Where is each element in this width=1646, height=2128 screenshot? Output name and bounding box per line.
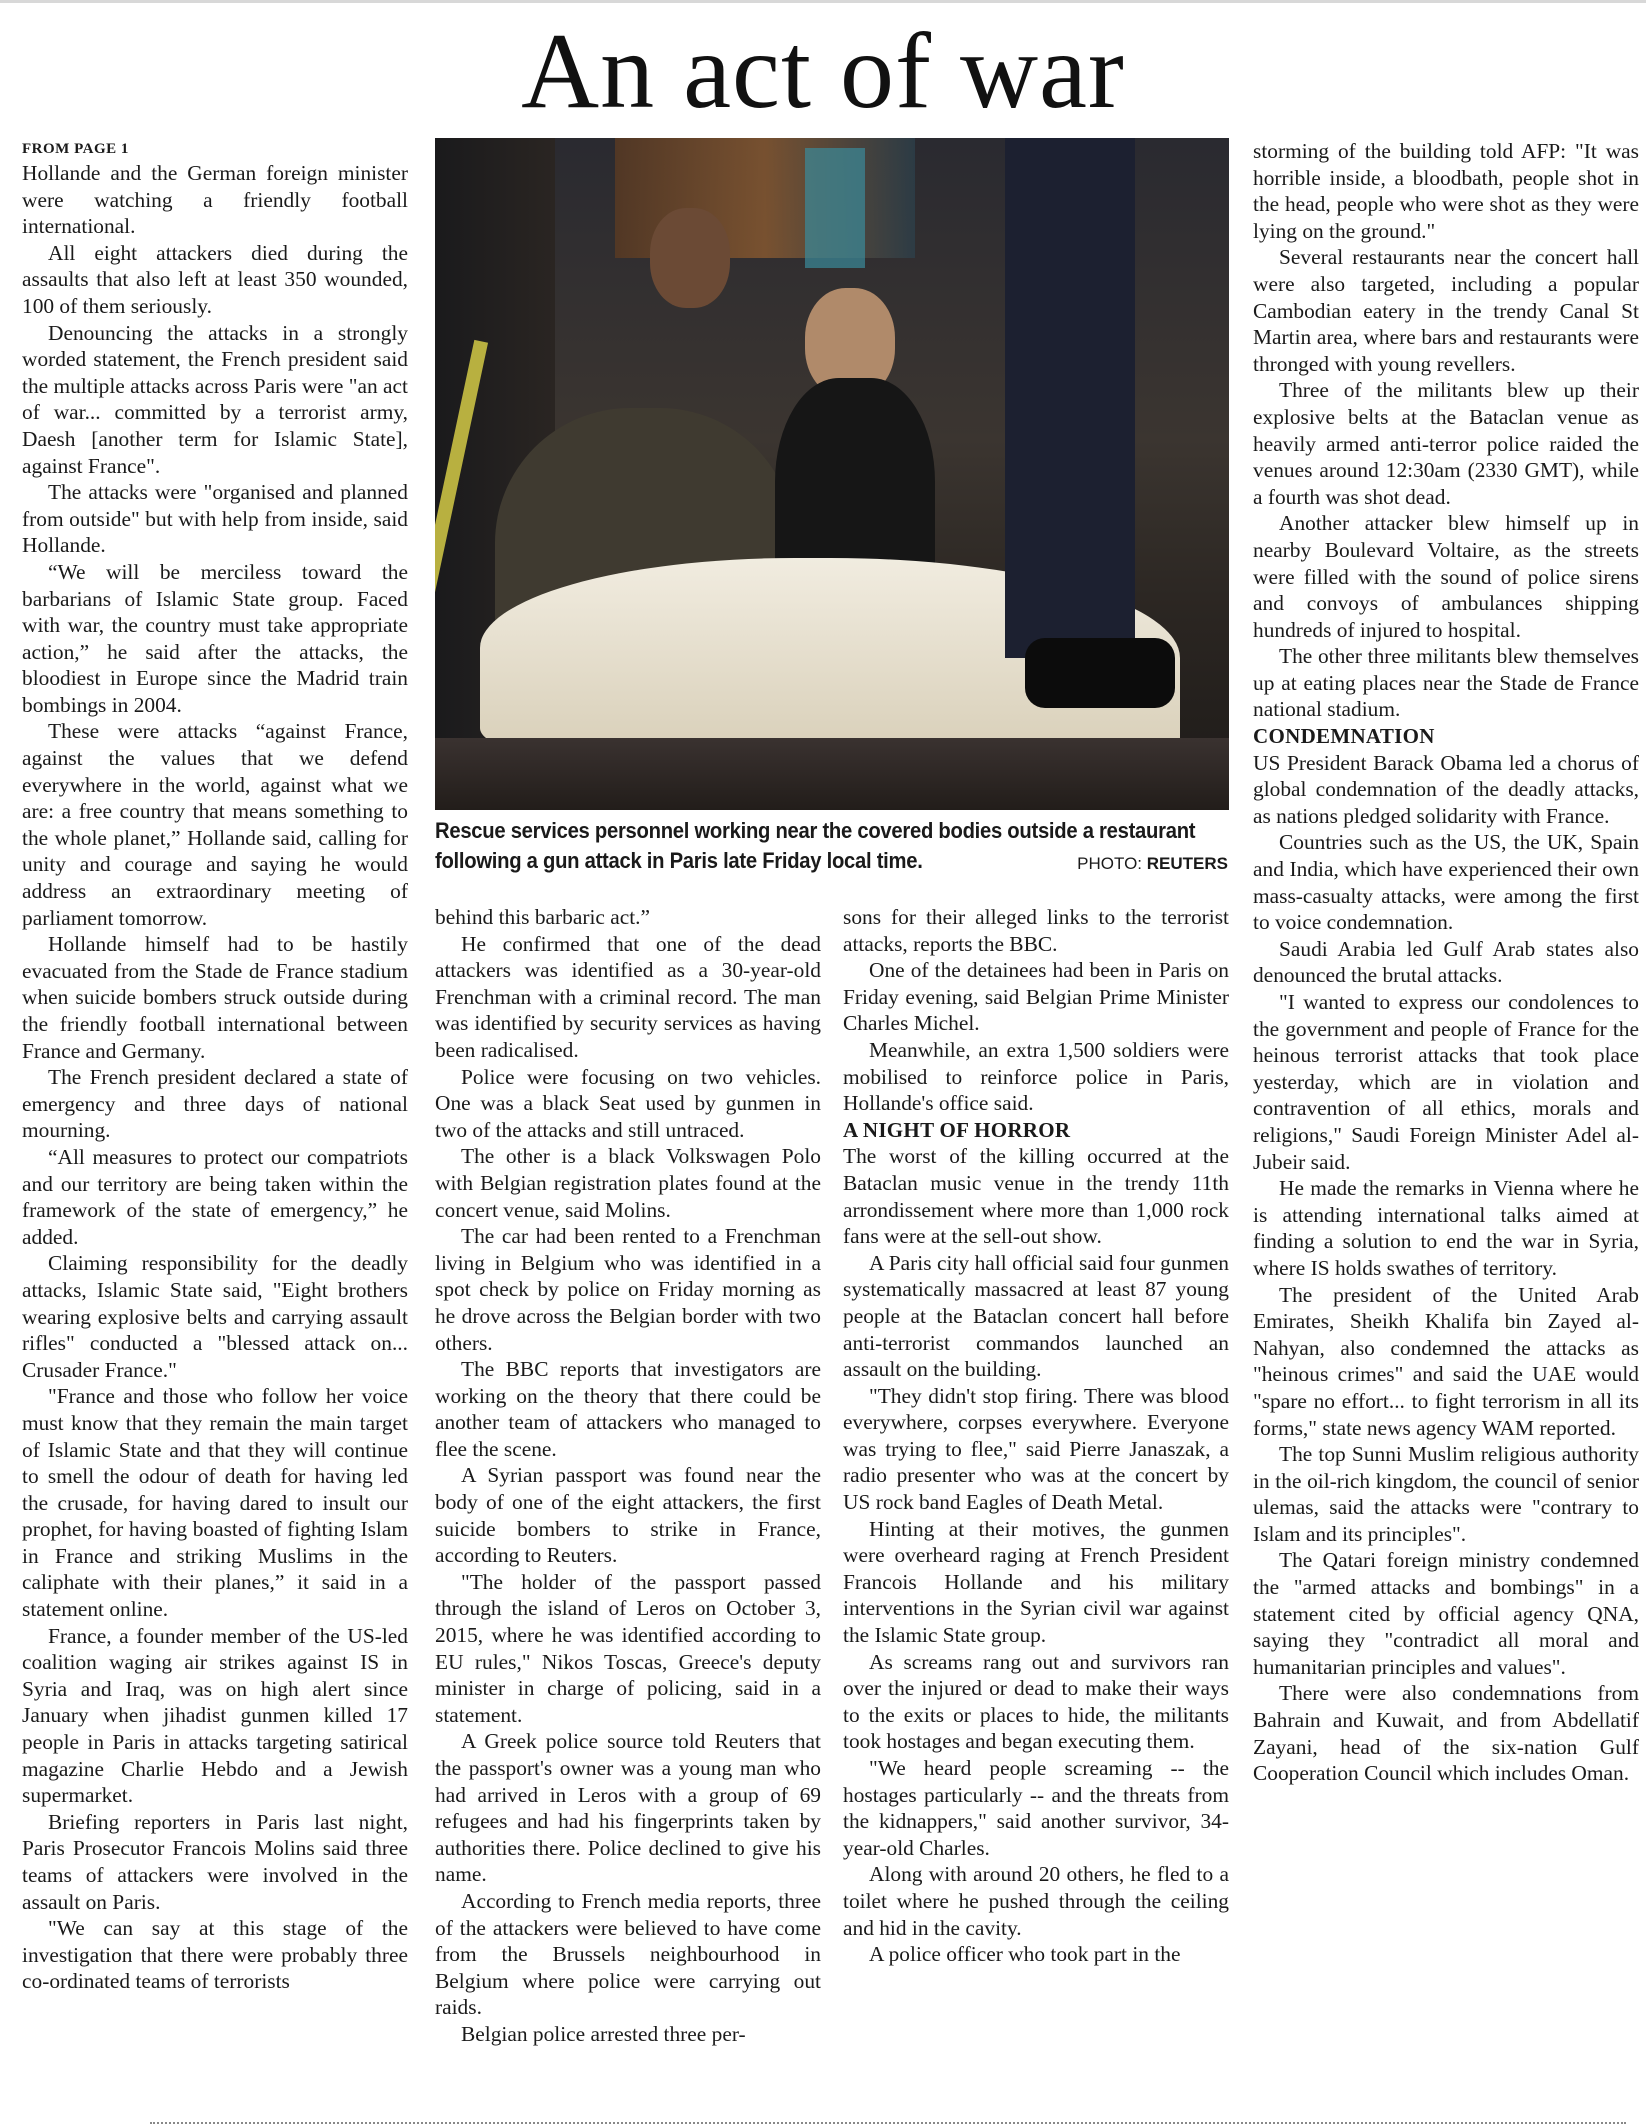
article-paragraph: Saudi Arabia led Gulf Arab states also denounced the brutal attacks. — [1253, 936, 1639, 988]
article-paragraph: One of the detainees had been in Paris on Friday evening, said Belgian Prime Minister Charles Michel. — [843, 958, 1229, 1036]
article-paragraph: The president of the United Arab Emirates, Sheikh Khalifa bin Zayed al-Nahyan, also condemned the attacks as "heinous crimes" and said the UAE would "spare no effort... to fight terrorism in all its forms," state news agency WAM reported. — [1253, 1282, 1639, 1440]
article-paragraph: Claiming responsibility for the deadly attacks, Islamic State said, "Eight brothers wearing explosive belts and carrying assault rifles" conducted a "blessed attack on... Crusader France." — [22, 1251, 408, 1382]
article-paragraph: There were also condemnations from Bahrain and Kuwait, and from Abdellatif Zayani, head of the six-nation Gulf Cooperation Council which includes Oman. — [1253, 1681, 1639, 1786]
article-paragraph: "We can say at this stage of the investigation that there were probably three co-ordinated teams of terrorists — [22, 1916, 408, 1994]
article-column-4 — [1253, 138, 1639, 1787]
article-paragraph: Hinting at their motives, the gunmen were overheard raging at French President Francois Hollande and his military interventions in the Syrian civil war against the Islamic State group. — [843, 1516, 1229, 1648]
article-paragraph: A Syrian passport was found near the body of one of the eight attackers, the first suicide bombers to strike in France, according to Reuters. — [435, 1463, 821, 1568]
bottom-rule — [150, 2122, 1626, 2124]
article-paragraph: The other three militants blew themselves up at eating places near the Stade de France national stadium. — [1253, 644, 1639, 722]
article-paragraph: Three of the militants blew up their explosive belts at the Bataclan venue as heavily armed anti-terror police raided the venues around 12:30am (2330 GMT), while a fourth was shot dead. — [1253, 378, 1639, 509]
article-paragraph: "We heard people screaming -- the hostages particularly -- and the threats from the kidnappers," said another survivor, 34-year-old Charles. — [843, 1756, 1229, 1860]
article-paragraph: Hollande himself had to be hastily evacuated from the Stade de France stadium when suicide bombers struck outside during the friendly football international between France and Germany. — [22, 932, 408, 1063]
article-paragraph: A Paris city hall official said four gunmen systematically massacred at least 87 young people at the Bataclan concert hall before anti-terrorist commandos launched an assault on the building. — [843, 1250, 1229, 1382]
article-paragraph: The other is a black Volkswagen Polo with Belgian registration plates found at the concert venue, said Molins. — [435, 1144, 821, 1222]
article-paragraph: According to French media reports, three of the attackers were believed to have come from the Brussels neighbourhood in Belgium where police were carrying out raids. — [435, 1888, 821, 2020]
article-paragraph: As screams rang out and survivors ran over the injured or dead to make their ways to the exits or places to hide, the militants took hostages and began executing them. — [843, 1649, 1229, 1754]
article-column-2 — [435, 904, 821, 2048]
credit-source: REUTERS — [1146, 854, 1228, 873]
article-paragraph: All eight attackers died during the assaults that also left at least 350 wounded, 100 of them seriously. — [22, 240, 408, 318]
article-paragraph: A police officer who took part in the — [869, 1942, 1181, 1967]
article-paragraph: The BBC reports that investigators are working on the theory that there could be another team of attackers who managed to flee the scene. — [435, 1357, 821, 1461]
article-paragraph: "They didn't stop firing. There was blood everywhere, corpses everywhere. Everyone was trying to flee," said Pierre Janaszak, a radio presenter who was at the concert by US rock band Eagles of Death Metal. — [843, 1383, 1229, 1515]
article-paragraph: "France and those who follow her voice must know that they remain the main target of Islamic State and that they will continue to smell the odour of death for having led the crusade, for having dared to insult our prophet, for having boasted of fighting Islam in France and striking Muslims in the caliphate with their planes,” it said in a statement online. — [22, 1384, 408, 1622]
article-paragraph: The car had been rented to a Frenchman living in Belgium who was identified in a spot check by police on Friday morning as he drove across the Belgian border with two others. — [435, 1224, 821, 1355]
article-paragraph: He confirmed that one of the dead attackers was identified as a 30-year-old Frenchman with a criminal record. The man was identified by security services as having been radicalised. — [435, 931, 821, 1062]
article-paragraph: “All measures to protect our compatriots and our territory are being taken within the framework of the state of emergency,” he added. — [22, 1144, 408, 1249]
kicker: FROM PAGE 1 — [22, 141, 129, 157]
article-paragraph: Police were focusing on two vehicles. One was a black Seat used by gunmen in two of the attacks and still untraced. — [435, 1064, 821, 1142]
article-paragraph: "I wanted to express our condolences to the government and people of France for the heinous terrorist attacks that took place yesterday, which are in violation and contravention of all ethics, morals and religions," Saudi Foreign Minister Adel al-Jubeir said. — [1253, 990, 1639, 1174]
news-photo — [435, 138, 1229, 810]
page-headline: An act of war — [521, 12, 1125, 131]
article-paragraph: Another attacker blew himself up in nearby Boulevard Voltaire, as the streets were filled with the sound of police sirens and convoys of ambulances shipping hundreds of injured to hospital. — [1253, 511, 1639, 642]
article-column-1 — [22, 136, 408, 1995]
article-paragraph: The top Sunni Muslim religious authority in the oil-rich kingdom, the council of senior ulemas, said the attacks were "contrary to Islam and its principles". — [1253, 1442, 1639, 1546]
photo-caption: Rescue services personnel working near the covered bodies outside a restaurant following a gun attack in Paris late Friday local time. — [435, 818, 1196, 873]
top-rule — [0, 0, 1646, 3]
article-paragraph: Along with around 20 others, he fled to a toilet where he pushed through the ceiling and hid in the cavity. — [843, 1862, 1229, 1940]
article-paragraph: Hollande and the German foreign minister were watching a friendly football international. — [22, 161, 408, 239]
article-paragraph: Meanwhile, an extra 1,500 soldiers were mobilised to reinforce police in Paris, Hollande's office said. — [843, 1037, 1229, 1116]
photo-credit — [1077, 854, 1228, 874]
article-paragraph: The attacks were "organised and planned from outside" but with help from inside, said Hollande. — [22, 480, 408, 558]
article-paragraph: sons for their alleged links to the terrorist attacks, reports the BBC. — [843, 905, 1229, 956]
article-paragraph: Briefing reporters in Paris last night, Paris Prosecutor Francois Molins said three teams of attackers were involved in the assault on Paris. — [22, 1809, 408, 1914]
credit-label: PHOTO: — [1077, 854, 1143, 873]
article-paragraph: A Greek police source told Reuters that the passport's owner was a young man who had arrived in Leros with a group of 69 refugees and had his fingerprints taken by authorities there. Police declined to give his name. — [435, 1729, 821, 1887]
article-paragraph: storming of the building told AFP: "It was horrible inside, a bloodbath, people shot in the head, people who were shot as they were lying on the ground." — [1253, 139, 1639, 243]
article-paragraph: He made the remarks in Vienna where he is attending international talks aimed at finding a solution to end the war in Syria, where IS holds swathes of territory. — [1253, 1176, 1639, 1280]
article-paragraph: The worst of the killing occurred at the Bataclan music venue in the trendy 11th arrondissement where more than 1,000 rock fans were at the sell-out show. — [843, 1144, 1229, 1249]
section-subhead: A NIGHT OF HORROR — [843, 1117, 1071, 1142]
article-paragraph: Countries such as the US, the UK, Spain and India, which have experienced their own mass-casualty attacks, were among the first to voice condemnation. — [1253, 830, 1639, 935]
article-paragraph: These were attacks “against France, against the values that we defend everywhere in the world, against what we are: a free country that means something to the whole planet,” Hollande said, calling for unity and courage and saying he would address an extraordinary meeting of parliament tomorrow. — [22, 719, 408, 930]
article-paragraph: behind this barbaric act.” — [435, 905, 651, 929]
section-subhead: CONDEMNATION — [1253, 724, 1435, 749]
article-column-3 — [843, 904, 1229, 1968]
article-paragraph: France, a founder member of the US-led coalition waging air strikes against IS in Syria and Iraq, was on high alert since January when jihadist gunmen killed 17 people in Paris in attacks targeting satirical magazine Charlie Hebdo and a Jewish supermarket. — [22, 1623, 408, 1808]
article-paragraph: The French president declared a state of emergency and three days of national mourning. — [22, 1065, 408, 1143]
article-paragraph: The Qatari foreign ministry condemned the "armed attacks and bombings" in a statement cited by official agency QNA, saying they "contradict all moral and humanitarian principles and values". — [1253, 1548, 1639, 1679]
article-paragraph: Belgian police arrested three per- — [461, 2021, 746, 2046]
article-paragraph: Denouncing the attacks in a strongly worded statement, the French president said the multiple attacks across Paris were "an act of war... committed by a terrorist army, Daesh [another term for Islamic State], against France". — [22, 320, 408, 478]
article-paragraph: Several restaurants near the concert hall were also targeted, including a popular Cambodian eatery in the trendy Canal St Martin area, where bars and restaurants were thronged with young revellers. — [1253, 245, 1639, 376]
article-paragraph: US President Barack Obama led a chorus of global condemnation of the deadly attacks, as nations pledged solidarity with France. — [1253, 750, 1639, 828]
article-paragraph: “We will be merciless toward the barbarians of Islamic State group. Faced with war, the country must take appropriate action,” he said after the attacks, the bloodiest in Europe since the Madrid train bombings in 2004. — [22, 559, 408, 717]
article-paragraph: "The holder of the passport passed through the island of Leros on October 3, 2015, where he was identified according to EU rules," Nikos Toscas, Greece's deputy minister in charge of policing, said in a statement. — [435, 1569, 821, 1727]
